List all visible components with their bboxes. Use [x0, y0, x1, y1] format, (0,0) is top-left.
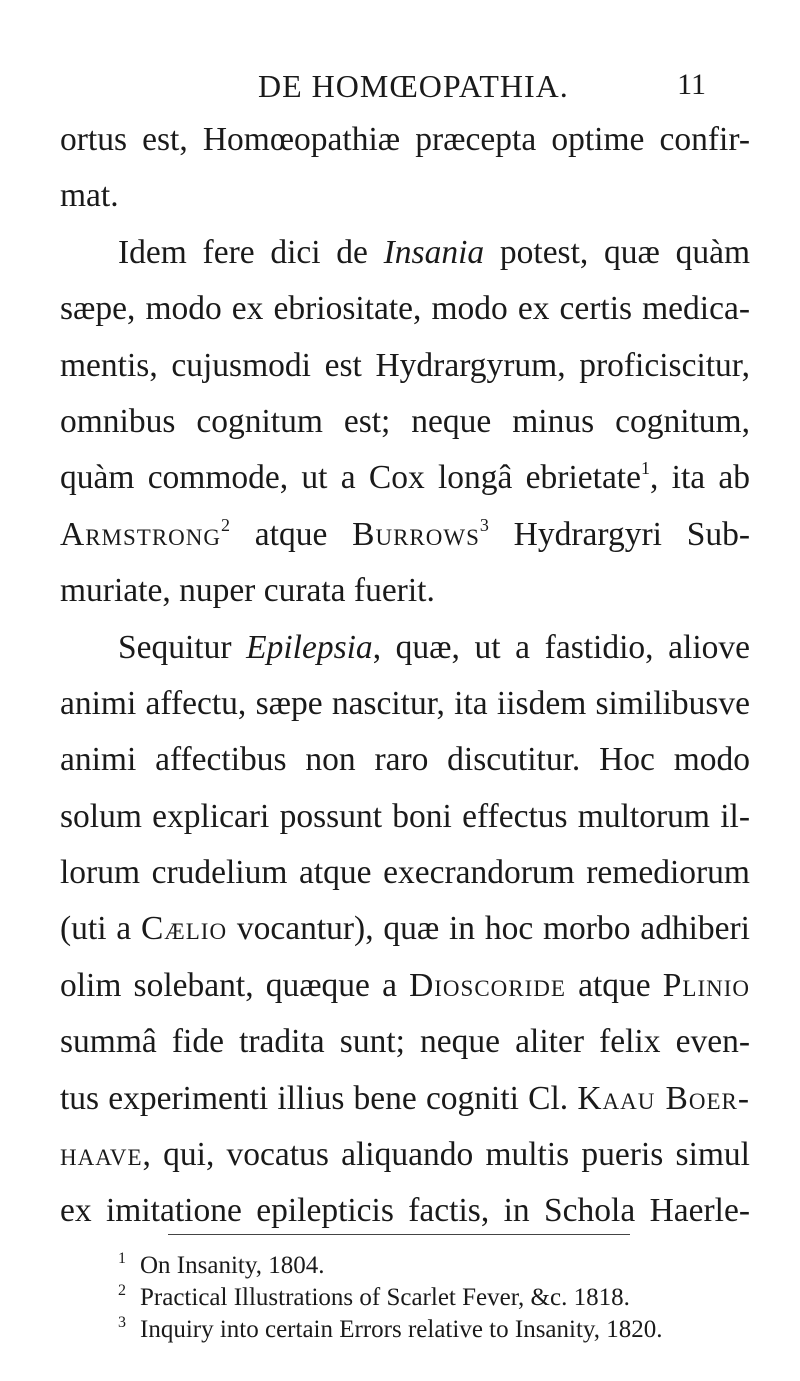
- text-line: (uti a Cælio vocantur), quæ in hoc morbo adhiberi: [60, 910, 750, 948]
- name-caelio: Cælio: [140, 910, 228, 948]
- running-title: DE HOMŒOPATHIA.: [258, 68, 569, 104]
- name-dioscoride: Dioscoride: [409, 966, 566, 1004]
- name-burrows: Burrows: [352, 515, 480, 553]
- footnote-2: 2 Practical Illustrations of Scarlet Fever, &c. 1818.: [118, 1282, 630, 1311]
- name-armstrong: Armstrong: [60, 515, 221, 553]
- page-header: [258, 68, 718, 108]
- text-line: solum explicari possunt boni effectus multorum il-: [60, 797, 750, 835]
- body-text: [60, 112, 750, 1240]
- text-line: olim solebant, quæque a Dioscoride atque Plinio: [60, 966, 750, 1004]
- footnote-text: Practical Illustrations of Scarlet Fever, &c. 1818.: [140, 1284, 630, 1311]
- name-plinio: Plinio: [662, 966, 750, 1004]
- text-line: ortus est, Homœopathiæ præcepta optime confir-: [60, 121, 750, 158]
- text-line: mat.: [60, 177, 119, 215]
- footnote-ref-2: 2: [221, 514, 230, 535]
- text-line: tus experimenti illius bene cogniti Cl. Kaau Boer-: [60, 1079, 750, 1117]
- text-line: animi affectu, sæpe nascitur, ita iisdem similibusve: [60, 684, 750, 722]
- footnote-ref-3: 3: [479, 514, 489, 535]
- text-line: summâ fide tradita sunt; neque aliter felix even-: [60, 1023, 750, 1061]
- text-line: Sequitur Epilepsia, quæ, ut a fastidio, aliove: [118, 628, 750, 666]
- footnote-text: On Insanity, 1804.: [140, 1252, 325, 1279]
- text-line: haave, qui, vocatus aliquando multis pueris simul: [60, 1136, 750, 1174]
- footnotes: [118, 1250, 758, 1346]
- text-line: Armstrong$^2$ atque Burrows$^3$ Hydrargyri Sub-: [60, 514, 750, 553]
- footnote-text: Inquiry into certain Errors relative to Insanity, 1820.: [140, 1316, 663, 1343]
- text-line: omnibus cognitum est; neque minus cognitum,: [60, 402, 750, 440]
- footnote-ref-1: 1: [641, 458, 650, 479]
- text-line: mentis, cujusmodi est Hydrargyrum, proficiscitur,: [60, 346, 750, 384]
- text-line: Idem fere dici de Insania potest, quæ quàm: [118, 233, 751, 271]
- text-line: quàm commode, ut a Cox longâ ebrietate$^1$, ita ab: [60, 458, 751, 497]
- page-number: 11: [677, 68, 706, 101]
- footnote-rule: [168, 1234, 630, 1235]
- text-line: animi affectibus non raro discutitur. Hoc modo: [60, 741, 750, 779]
- name-haave: haave: [60, 1136, 143, 1174]
- name-kaau-boerhaave: Kaau Boer-: [577, 1079, 750, 1117]
- text-line: muriate, nuper curata fuerit.: [60, 572, 435, 610]
- text-line: lorum crudelium atque execrandorum remediorum: [60, 854, 750, 892]
- footnote-3: 3 Inquiry into certain Errors relative to Insanity, 1820.: [118, 1314, 663, 1343]
- footnote-1: 1 On Insanity, 1804.: [118, 1250, 325, 1279]
- emphasis-insania: Insania: [383, 233, 485, 271]
- text-line: ex imitatione epilepticis factis, in Schola Haerle-: [60, 1192, 750, 1230]
- text-line: sæpe, modo ex ebriositate, modo ex certis medica-: [60, 290, 750, 328]
- emphasis-epilepsia: Epilepsia: [246, 628, 373, 666]
